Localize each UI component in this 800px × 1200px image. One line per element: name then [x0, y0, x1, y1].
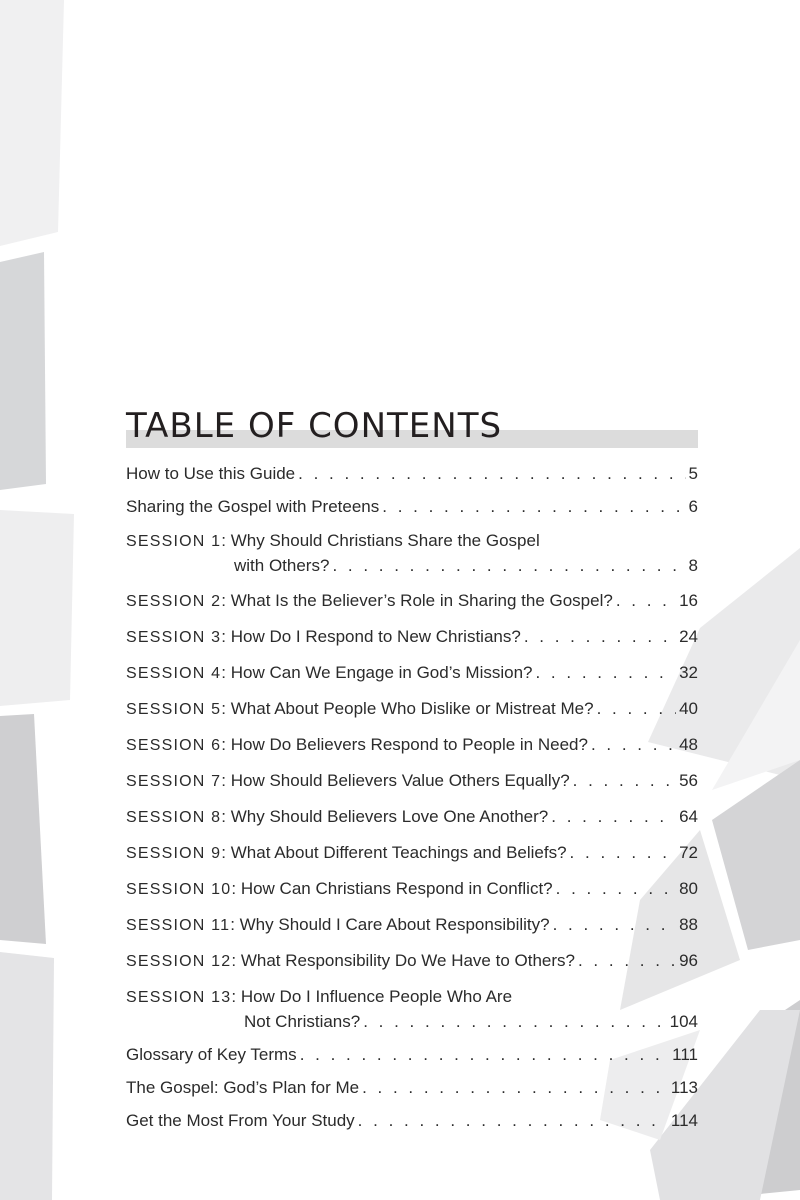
- leader-dots: [362, 1076, 668, 1100]
- session-label: SESSION 7: [126, 773, 222, 790]
- entry-title-continued: with Others?: [234, 556, 330, 575]
- page-number: 56: [679, 771, 698, 790]
- leader-dots: [300, 1043, 669, 1067]
- leader-dots: [524, 625, 676, 649]
- entry-title: What Responsibility Do We Have to Others?: [240, 951, 575, 970]
- entry-title: How to Use this Guide: [126, 464, 296, 483]
- entry-title: How Should Believers Value Others Equally?: [230, 771, 570, 790]
- toc-entry-session-12[interactable]: SESSION 12: What Responsibility Do We Have to Others? . . . 96: [126, 949, 698, 974]
- toc-entry-session-5[interactable]: SESSION 5: What About People Who Dislike or Mistreat Me? . . . 40: [126, 697, 698, 722]
- entry-title: Get the Most From Your Study: [126, 1111, 355, 1130]
- page-number: 88: [679, 915, 698, 934]
- leader-dots: [535, 661, 676, 685]
- page-number: 111: [672, 1045, 698, 1064]
- leader-dots: [556, 877, 676, 901]
- bg-shape-left-5: [0, 952, 54, 1200]
- page-number: 113: [670, 1078, 698, 1097]
- toc-entry-get-most[interactable]: [126, 1109, 698, 1133]
- page-number: 96: [679, 951, 698, 970]
- entry-title: How Can We Engage in God’s Mission?: [230, 663, 533, 682]
- page-number: 16: [679, 591, 698, 610]
- leader-dots: [570, 841, 677, 865]
- session-label: SESSION 12: [126, 953, 232, 970]
- entry-title: How Do I Influence People Who Are: [240, 987, 513, 1006]
- session-label: SESSION 13: [126, 989, 232, 1006]
- table-of-contents: [126, 404, 698, 1133]
- page-number: 80: [679, 879, 698, 898]
- toc-entry-session-4[interactable]: SESSION 4: How Can We Engage in God’s Mission? . . . 32: [126, 661, 698, 686]
- page-number: 40: [679, 699, 698, 718]
- page-number: 104: [669, 1012, 698, 1031]
- toc-header: [126, 404, 698, 446]
- toc-entry-session-1[interactable]: SESSION 1: Why Should Christians Share the Gospel with Others? . . . 8: [126, 529, 698, 578]
- entry-title: Sharing the Gospel with Preteens: [126, 497, 380, 516]
- toc-entry-session-3[interactable]: SESSION 3: How Do I Respond to New Christians? . . . 24: [126, 625, 698, 650]
- bg-shape-left-4: [0, 714, 46, 944]
- page-number: 8: [688, 556, 698, 575]
- toc-entry-session-10[interactable]: SESSION 10: How Can Christians Respond in Conflict? . . . 80: [126, 877, 698, 902]
- entry-title: How Can Christians Respond in Conflict?: [240, 879, 553, 898]
- page-number: 64: [679, 807, 698, 826]
- session-label: SESSION 10: [126, 881, 232, 898]
- page-number: 32: [679, 663, 698, 682]
- leader-dots: [616, 589, 676, 613]
- leader-dots: [551, 805, 676, 829]
- entry-title: What About People Who Dislike or Mistreat Me?: [230, 699, 594, 718]
- entry-title: How Do I Respond to New Christians?: [230, 627, 521, 646]
- entry-title: Why Should Believers Love One Another?: [230, 807, 549, 826]
- leader-dots: [578, 949, 676, 973]
- leader-dots: [358, 1109, 668, 1133]
- toc-entry-session-11[interactable]: SESSION 11: Why Should I Care About Responsibility? . . . 88: [126, 913, 698, 938]
- toc-entry-session-13[interactable]: SESSION 13: How Do I Influence People Who Are Not Christians? . . . 104: [126, 985, 698, 1034]
- session-label: SESSION 2: [126, 593, 222, 610]
- bg-shape-left-3: [0, 510, 74, 706]
- toc-entry-session-9[interactable]: SESSION 9: What About Different Teachings and Beliefs? . . . 72: [126, 841, 698, 866]
- page-number: 72: [679, 843, 698, 862]
- session-label: SESSION 11: [126, 917, 231, 934]
- leader-dots: [591, 733, 676, 757]
- page-number: 24: [679, 627, 698, 646]
- session-label: SESSION 3: [126, 629, 222, 646]
- entry-title: Why Should Christians Share the Gospel: [230, 531, 540, 550]
- bg-shape-left-1: [0, 0, 64, 246]
- toc-entry-glossary[interactable]: [126, 1043, 698, 1067]
- session-label: SESSION 4: [126, 665, 222, 682]
- leader-dots: [553, 913, 676, 937]
- page-number: 6: [688, 497, 698, 516]
- leader-dots: [382, 495, 685, 519]
- session-label: SESSION 1: [126, 533, 222, 550]
- leader-dots: [363, 1010, 666, 1034]
- toc-entry-session-8[interactable]: SESSION 8: Why Should Believers Love One Another? . . . 64: [126, 805, 698, 830]
- toc-entry-how-to-use[interactable]: [126, 462, 698, 486]
- session-label: SESSION 9: [126, 845, 222, 862]
- toc-entry-gospel-plan[interactable]: [126, 1076, 698, 1100]
- toc-entry-session-7[interactable]: SESSION 7: How Should Believers Value Others Equally? . . . 56: [126, 769, 698, 794]
- entry-title: How Do Believers Respond to People in Need?: [230, 735, 588, 754]
- toc-entry-session-2[interactable]: SESSION 2: What Is the Believer’s Role in Sharing the Gospel? . . . 16: [126, 589, 698, 614]
- page-number: 5: [688, 464, 698, 483]
- entry-title-continued: Not Christians?: [244, 1012, 361, 1031]
- leader-dots: [597, 697, 677, 721]
- page-title: TABLE OF CONTENTS: [126, 406, 503, 446]
- entry-title: Why Should I Care About Responsibility?: [239, 915, 550, 934]
- page-number: 48: [679, 735, 698, 754]
- leader-dots: [573, 769, 676, 793]
- entry-title: Glossary of Key Terms: [126, 1045, 297, 1064]
- page-number: 114: [670, 1111, 698, 1130]
- toc-entry-sharing-gospel[interactable]: [126, 495, 698, 519]
- session-label: SESSION 5: [126, 701, 222, 718]
- leader-dots: [332, 554, 685, 578]
- entry-title: The Gospel: God’s Plan for Me: [126, 1078, 360, 1097]
- session-label: SESSION 6: [126, 737, 222, 754]
- entry-title: What Is the Believer’s Role in Sharing the Gospel?: [230, 591, 613, 610]
- bg-shape-left-2: [0, 252, 46, 490]
- session-label: SESSION 8: [126, 809, 222, 826]
- leader-dots: [298, 462, 685, 486]
- toc-entry-session-6[interactable]: SESSION 6: How Do Believers Respond to People in Need? . . . 48: [126, 733, 698, 758]
- entry-title: What About Different Teachings and Beliefs?: [230, 843, 567, 862]
